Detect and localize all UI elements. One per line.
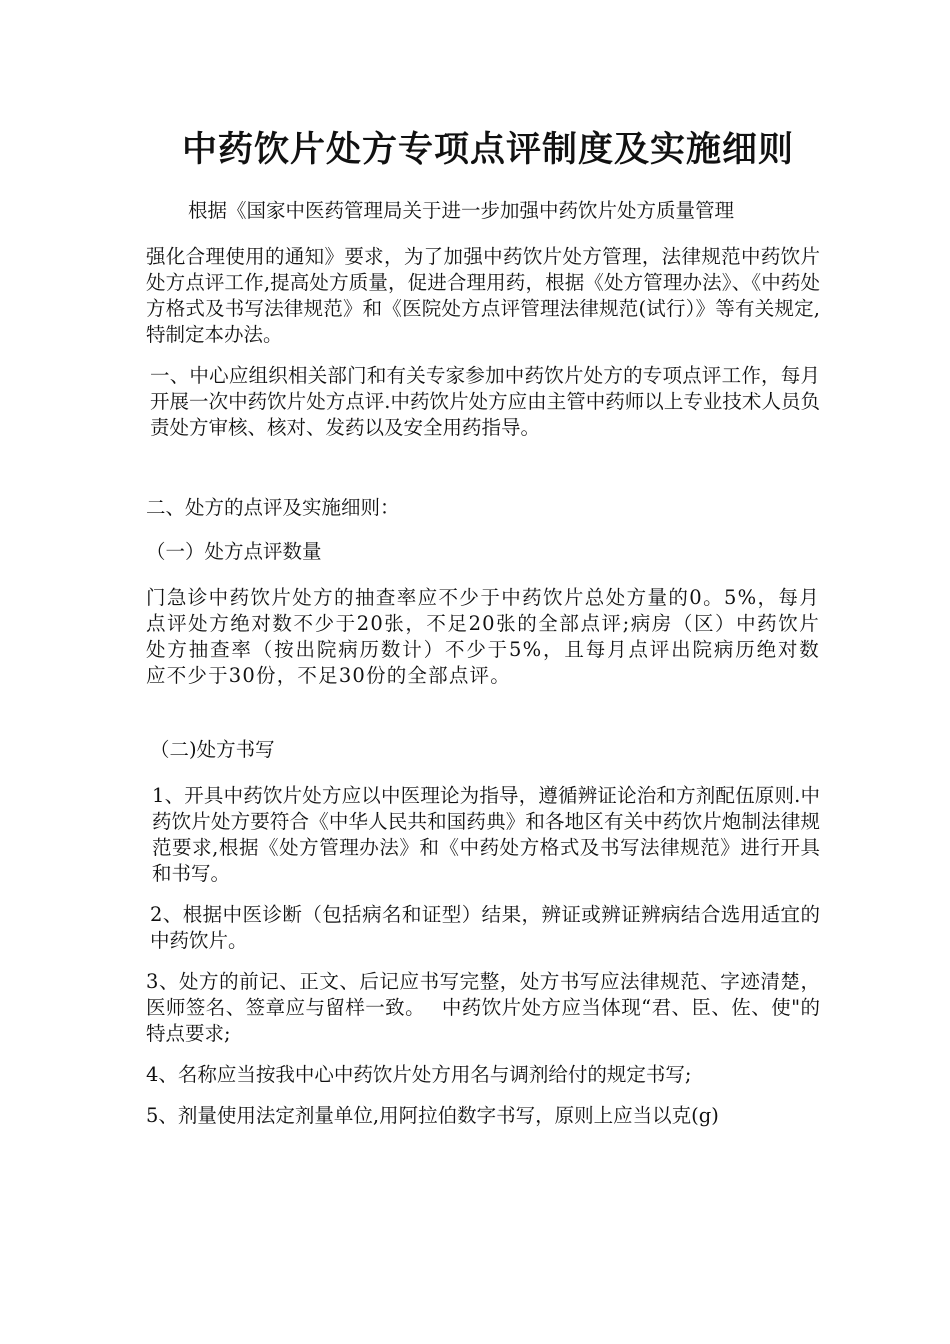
subsection-two-heading: （二)处方书写 — [150, 738, 275, 761]
intro-paragraph-line1: 根据《国家中医药管理局关于进一步加强中药饮片处方质量管理 — [188, 199, 735, 222]
list-item-5: 5、剂量使用法定剂量单位,用阿拉伯数字书写，原则上应当以克(g) — [146, 1104, 719, 1127]
subsection-one-heading: （一）处方点评数量 — [146, 540, 322, 563]
intro-paragraph-continued: 强化合理使用的通知》要求，为了加强中药饮片处方管理，法律规范中药饮片处方点评工作,提高处方质量，促进合理用药，根据《处方管理办法》、《中药处方格式及书写法律规范》和《医院处方点评管理法律规范(试行）》等有关规定,特制定本办法。 — [146, 245, 820, 346]
document-title: 中药饮片处方专项点评制度及实施细则 — [181, 129, 794, 170]
subsection-one-body: 门急诊中药饮片处方的抽查率应不少于中药饮片总处方量的0。5%，每月点评处方绝对数不少于20张，不足20张的全部点评;病房（区）中药饮片处方抽查率（按出院病历数计）不少于5%，且每月点评出院病历绝对数应不少于30份，不足30份的全部点评。 — [146, 586, 820, 687]
list-item-4: 4、名称应当按我中心中药饮片处方用名与调剂给付的规定书写; — [146, 1063, 692, 1086]
section-two-heading: 二、处方的点评及实施细则： — [146, 496, 400, 519]
list-item-1: 1、开具中药饮片处方应以中医理论为指导，遵循辨证论治和方剂配伍原则.中药饮片处方要符合《中华人民共和国药典》和各地区有关中药饮片炮制法律规范要求,根据《处方管理办法》和《中药处方格式及书写法律规范》进行开具和书写。 — [152, 784, 820, 885]
list-item-3: 3、处方的前记、正文、后记应书写完整，处方书写应法律规范、字迹清楚，医师签名、签章应与留样一致。 中药饮片处方应当体现“君、臣、佐、使"的特点要求; — [146, 970, 820, 1045]
list-item-2: 2、根据中医诊断（包括病名和证型）结果，辨证或辨证辨病结合选用适宜的中药饮片。 — [150, 903, 820, 952]
section-one-paragraph: 一、中心应组织相关部门和有关专家参加中药饮片处方的专项点评工作，每月开展一次中药饮片处方点评.中药饮片处方应由主管中药师以上专业技术人员负责处方审核、核对、发药以及安全用药指导。 — [150, 364, 820, 439]
